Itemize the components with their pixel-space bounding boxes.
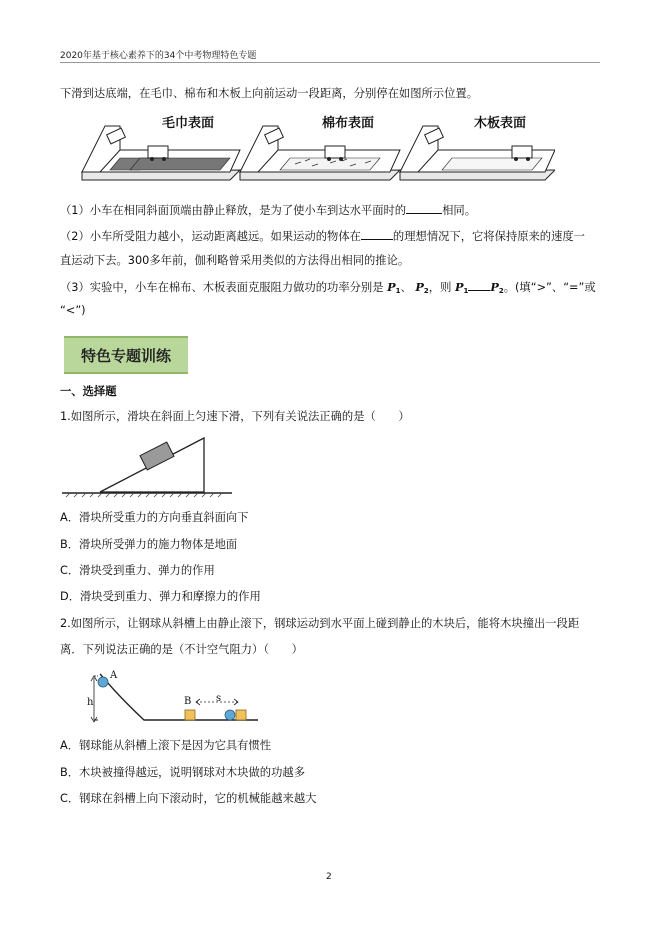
page-header: 2020年基于核心素养下的34个中考物理特色专题 [60,51,257,61]
q1-option-b[interactable]: B．滑块所受弹力的施力物体是地面 [60,538,238,551]
question-sub-1: （1）小车在相同斜面顶端由静止释放，是为了使小车到达水平面时的 相同。 [60,204,477,217]
question-2-line1: 2.如图所示，让钢球从斜槽上由静止滚下，钢球运动到水平面上碰到静止的木块后，能将木块撞出一段距 [60,617,580,630]
incline-figure [62,430,232,498]
question-2-line2: 离．下列说法正确的是（不计空气阻力）（ ） [60,643,303,656]
answer-blank-3[interactable] [468,280,490,291]
page-number: 2 [326,872,332,882]
label-towel: 毛巾表面 [162,116,215,131]
q2-option-b[interactable]: B．木块被撞得越远，说明钢球对木块做的功越多 [60,766,305,779]
answer-blank-1[interactable] [406,203,442,214]
header-divider [60,62,600,63]
section-banner: 特色专题训练 [64,336,188,374]
fig-label-a: A [110,670,118,681]
q1-option-d[interactable]: D．滑块受到重力、弹力和摩擦力的作用 [60,590,261,603]
label-wood: 木板表面 [474,116,527,131]
question-sub-3-line2: “<”) [60,304,86,317]
label-cotton: 棉布表面 [322,116,375,131]
question-sub-2-line1: （2）小车所受阻力越小，运动距离越远。如果运动的物体在 的理想情况下，它将保持原来的速度一 [60,230,585,243]
q1-option-c[interactable]: C．滑块受到重力、弹力的作用 [60,564,215,577]
fig-label-h: h [87,697,94,708]
section-heading: 一、选择题 [60,385,117,398]
question-sub-2-line2: 直运动下去。300多年前，伽利略曾采用类似的方法得出相同的推论。 [60,254,410,267]
wood-panel [400,126,555,180]
cotton-panel [240,126,400,180]
intro-text: 下滑到达底端，在毛巾、棉布和木板上向前运动一段距离，分别停在如图所示位置。 [60,87,478,100]
question-sub-3-line1: （3）实验中，小车在棉布、木板表面克服阻力做功的功率分别是 $P_1$、 $P_2$，则 $P_1$ $P_2$。(填“>”、“=”或 [60,280,596,295]
question-1-stem: 1.如图所示，滑块在斜面上匀速下滑，下列有关说法正确的是（ ） [60,410,410,423]
answer-blank-2[interactable] [361,229,393,240]
q1-option-a[interactable]: A．滑块所受重力的方向垂直斜面向下 [60,511,249,524]
fig-label-s: s [216,693,222,704]
q2-option-a[interactable]: A．钢球能从斜槽上滚下是因为它具有惯性 [60,739,272,752]
q2-option-c[interactable]: C．钢球在斜槽上向下滚动时，它的机械能越来越大 [60,792,317,805]
fig-label-b: B [184,696,192,707]
towel-panel [82,126,240,180]
